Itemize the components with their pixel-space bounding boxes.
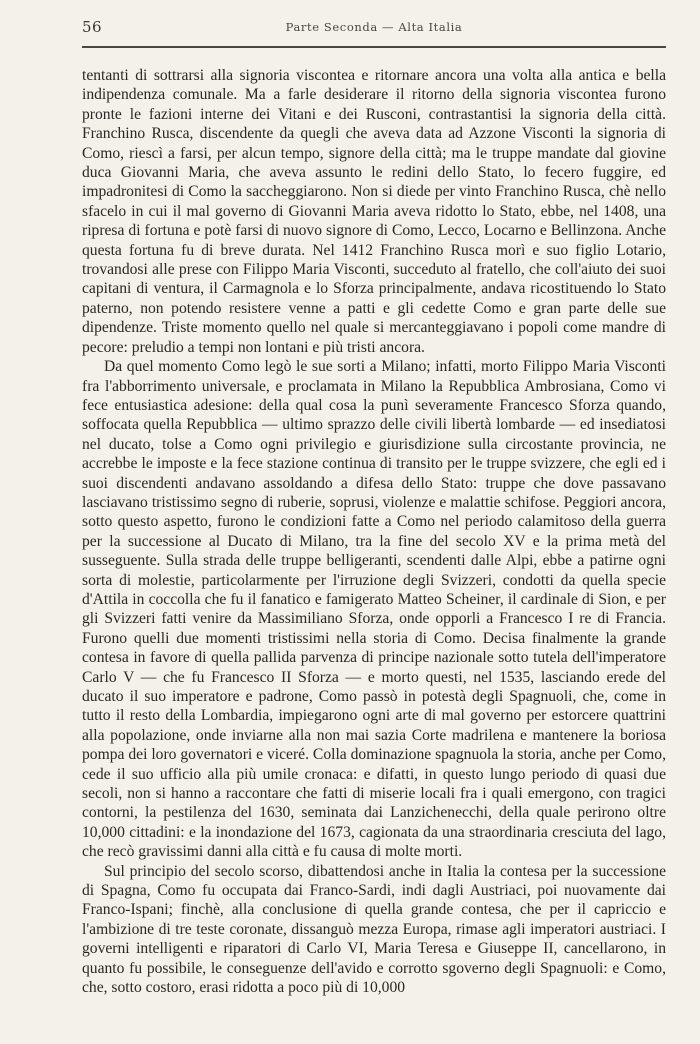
page-header <box>82 18 666 40</box>
page-number: 56 <box>82 18 103 36</box>
paragraph-continuation: tentanti di sottrarsi alla signoria viscontea e ritornare ancora una volta alla antica e bella indipendenza comunale. Ma a farle desiderare il ritorno della signoria viscontea furono pronte le fazioni interne dei Vitani e dei Rusconi, contrastantisi la signoria della città. Franchino Rusca, discendente da quegli che aveva data ad Azzone Visconti la signoria di Como, riescì a farsi, per alcun tempo, signore della città; ma le truppe mandate dal giovine duca Giovanni Maria, che aveva assunto le redini dello Stato, lo fecero fuggire, ed impadronitesi di Como la saccheggiarono. Non si diede per vinto Franchino Rusca, chè nello sfacelo in cui il mal governo di Giovanni Maria aveva ridotto lo Stato, ebbe, nel 1408, una ripresa di fortuna e potè farsi di nuovo signore di Como, Lecco, Locarno e Bellinzona. Anche questa fortuna fu di breve durata. Nel 1412 Franchino Rusca morì e suo figlio Lotario, trovandosi alle prese con Filippo Maria Visconti, succeduto al fratello, che coll'aiuto dei suoi capitani di ventura, il Carmagnola e lo Sforza principalmente, andava ricostituendo lo Stato paterno, non potendo resistere venne a patti e gli cedette Como e gran parte delle sue dipendenze. Triste momento quello nel quale si mercanteggiavano i popoli come mandre di pecore: preludio a tempi non lontani e più tristi ancora. <box>82 67 666 356</box>
running-title: Parte Seconda — Alta Italia <box>285 20 463 34</box>
paragraph: Da quel momento Como legò le sue sorti a Milano; infatti, morto Filippo Maria Visconti fra l'abborrimento universale, e proclamata in Milano la Repubblica Ambrosiana, Como vi fece entusiastica adesione: della qual cosa la punì severamente Francesco Sforza quando, soffocata quella Repubblica — ultimo sprazzo delle civili libertà lombarde — ed insediatosi nel ducato, tolse a Como ogni privilegio e giurisdizione sulla circostante provincia, ne accrebbe le imposte e la fece stazione continua di transito per le truppe svizzere, che egli ed i suoi discendenti andavano assoldando a difesa dello Stato: truppe che dove passavano lasciavano tristissimo segno di ruberie, soprusi, violenze e malattie schifose. Peggiori ancora, sotto questo aspetto, furono le condizioni fatte a Como nel periodo calamitoso della guerra per la successione al Ducato di Milano, tra la fine del secolo XV e la prima metà del susseguente. Sulla strada delle truppe belligeranti, scendenti dalle Alpi, ebbe a patirne ogni sorta di molestie, particolarmente per l'irruzione degli Svizzeri, condotti da quella specie d'Attila in coccolla che fu il fanatico e famigerato Matteo Scheiner, il cardinale di Sion, e per gli Svizzeri fatti venire da Massimiliano Sforza, onde opporli a Francesco I re di Francia. Furono quelli due momenti tristissimi nella storia di Como. Decisa finalmente la grande contesa in favore di quella pallida parvenza di principe nazionale sotto tutela dell'imperatore Carlo V — che fu Francesco II Sforza — e morto questi, nel 1535, lasciando erede del ducato il suo imperatore e padrone, Como passò in potestà degli Spagnuoli, che, come in tutto il resto della Lombardia, impiegarono ogni arte di mal governo per estorcere quattrini alla popolazione, onde inviarne alla non mai sazia Corte madrilena e mantenere la boriosa pompa dei loro governatori e viceré. Colla dominazione spagnuola la storia, anche per Como, cede il suo ufficio alla più umile cronaca: e difatti, in questo lungo periodo di quasi due secoli, non si hanno a raccontare che fatti di miserie locali fra i quali emergono, con tragici contorni, la pestilenza del 1630, seminata dai Lanzichenecchi, della quale perirono oltre 10,000 cittadini: e la inondazione del 1673, cagionata da una straordinaria cresciuta del lago, che recò gravissimi danni alla città e fu causa di molte morti. <box>82 358 666 861</box>
header-rule <box>82 46 666 48</box>
paragraph: Sul principio del secolo scorso, dibattendosi anche in Italia la contesa per la successione di Spagna, Como fu occupata dai Franco-Sardi, indi dagli Austriaci, poi nuovamente dai Franco-Ispani; finchè, alla conclusione di quella grande contesa, che per il capriccio e l'ambizione di tre teste coronate, dissanguò mezza Europa, rimase agli imperatori austriaci. I governi intelligenti e riparatori di Carlo VI, Maria Teresa e Giuseppe II, cancellarono, in quanto fu possibile, le conseguenze dell'avido e corrotto sgoverno degli Spagnuoli: e Como, che, sotto costoro, erasi ridotta a poco più di 10,000 <box>82 862 666 997</box>
body-text <box>82 66 666 998</box>
